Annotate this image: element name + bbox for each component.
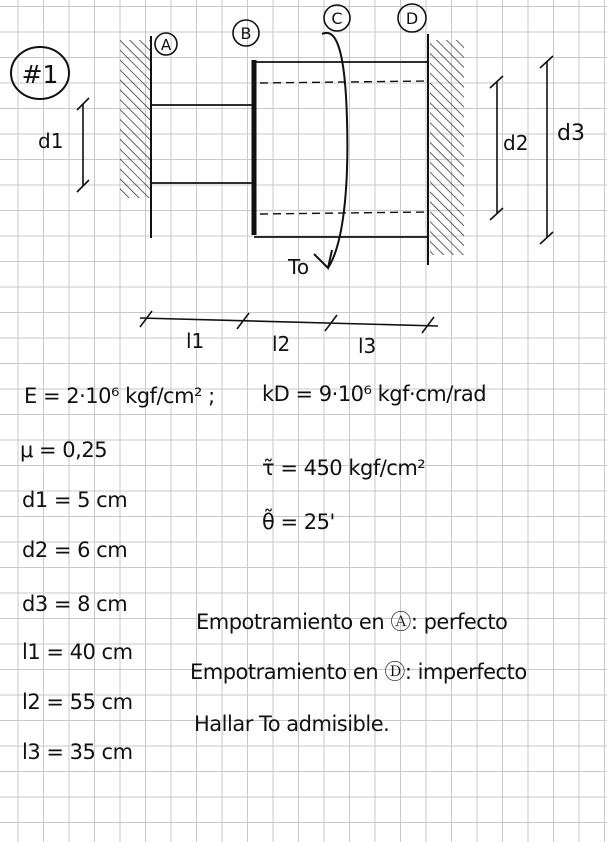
stiffness-kd: kD = 9·10⁶ kgf·cm/rad bbox=[262, 382, 487, 406]
svg-text:d3: d3 bbox=[557, 121, 585, 146]
svg-text:A: A bbox=[160, 36, 172, 54]
section-label-b bbox=[233, 20, 259, 46]
svg-text:d1: d1 bbox=[38, 129, 64, 153]
value-d3: d3 = 8 cm bbox=[22, 592, 128, 616]
value-l3: l3 = 35 cm bbox=[22, 740, 133, 764]
svg-text:D: D bbox=[405, 9, 419, 28]
allowable-twist-angle: θ̃ = 25' bbox=[262, 510, 335, 534]
dimension-d1 bbox=[38, 98, 89, 192]
value-l1: l1 = 40 cm bbox=[22, 640, 133, 664]
length-l1-label: l1 bbox=[186, 329, 205, 353]
problem-number-badge bbox=[11, 47, 69, 99]
problem-number: #1 bbox=[21, 60, 59, 89]
small-shaft-segment bbox=[151, 105, 254, 183]
large-shaft-segment bbox=[254, 62, 428, 237]
allowable-shear-stress: τ̃ = 450 kgf/cm² bbox=[262, 456, 426, 480]
value-d1: d1 = 5 cm bbox=[22, 488, 128, 512]
length-l3-label: l3 bbox=[358, 334, 377, 358]
torque-label: To bbox=[288, 255, 310, 279]
modulus-e: E = 2·10⁶ kgf/cm² ; bbox=[24, 384, 215, 408]
note-support-d: Empotramiento en Ⓓ: imperfecto bbox=[190, 660, 527, 684]
section-label-a bbox=[155, 33, 177, 55]
note-find-torque: Hallar To admisible. bbox=[194, 712, 390, 736]
applied-torque-arrow bbox=[314, 33, 347, 268]
svg-text:B: B bbox=[240, 24, 252, 43]
section-label-d bbox=[398, 4, 426, 32]
right-elastic-support bbox=[428, 34, 464, 265]
length-dimension-line bbox=[140, 311, 438, 358]
value-d2: d2 = 6 cm bbox=[22, 538, 128, 562]
svg-text:d2: d2 bbox=[503, 131, 529, 155]
value-l2: l2 = 55 cm bbox=[22, 690, 133, 714]
svg-text:C: C bbox=[331, 9, 343, 28]
dimension-d3 bbox=[540, 56, 585, 244]
length-l2-label: l2 bbox=[272, 332, 291, 356]
dimension-d2 bbox=[490, 76, 528, 220]
section-label-c bbox=[324, 5, 350, 31]
left-fixed-support bbox=[120, 36, 151, 238]
poisson-mu: μ = 0,25 bbox=[20, 438, 108, 462]
note-support-a: Empotramiento en Ⓐ: perfecto bbox=[196, 610, 508, 634]
